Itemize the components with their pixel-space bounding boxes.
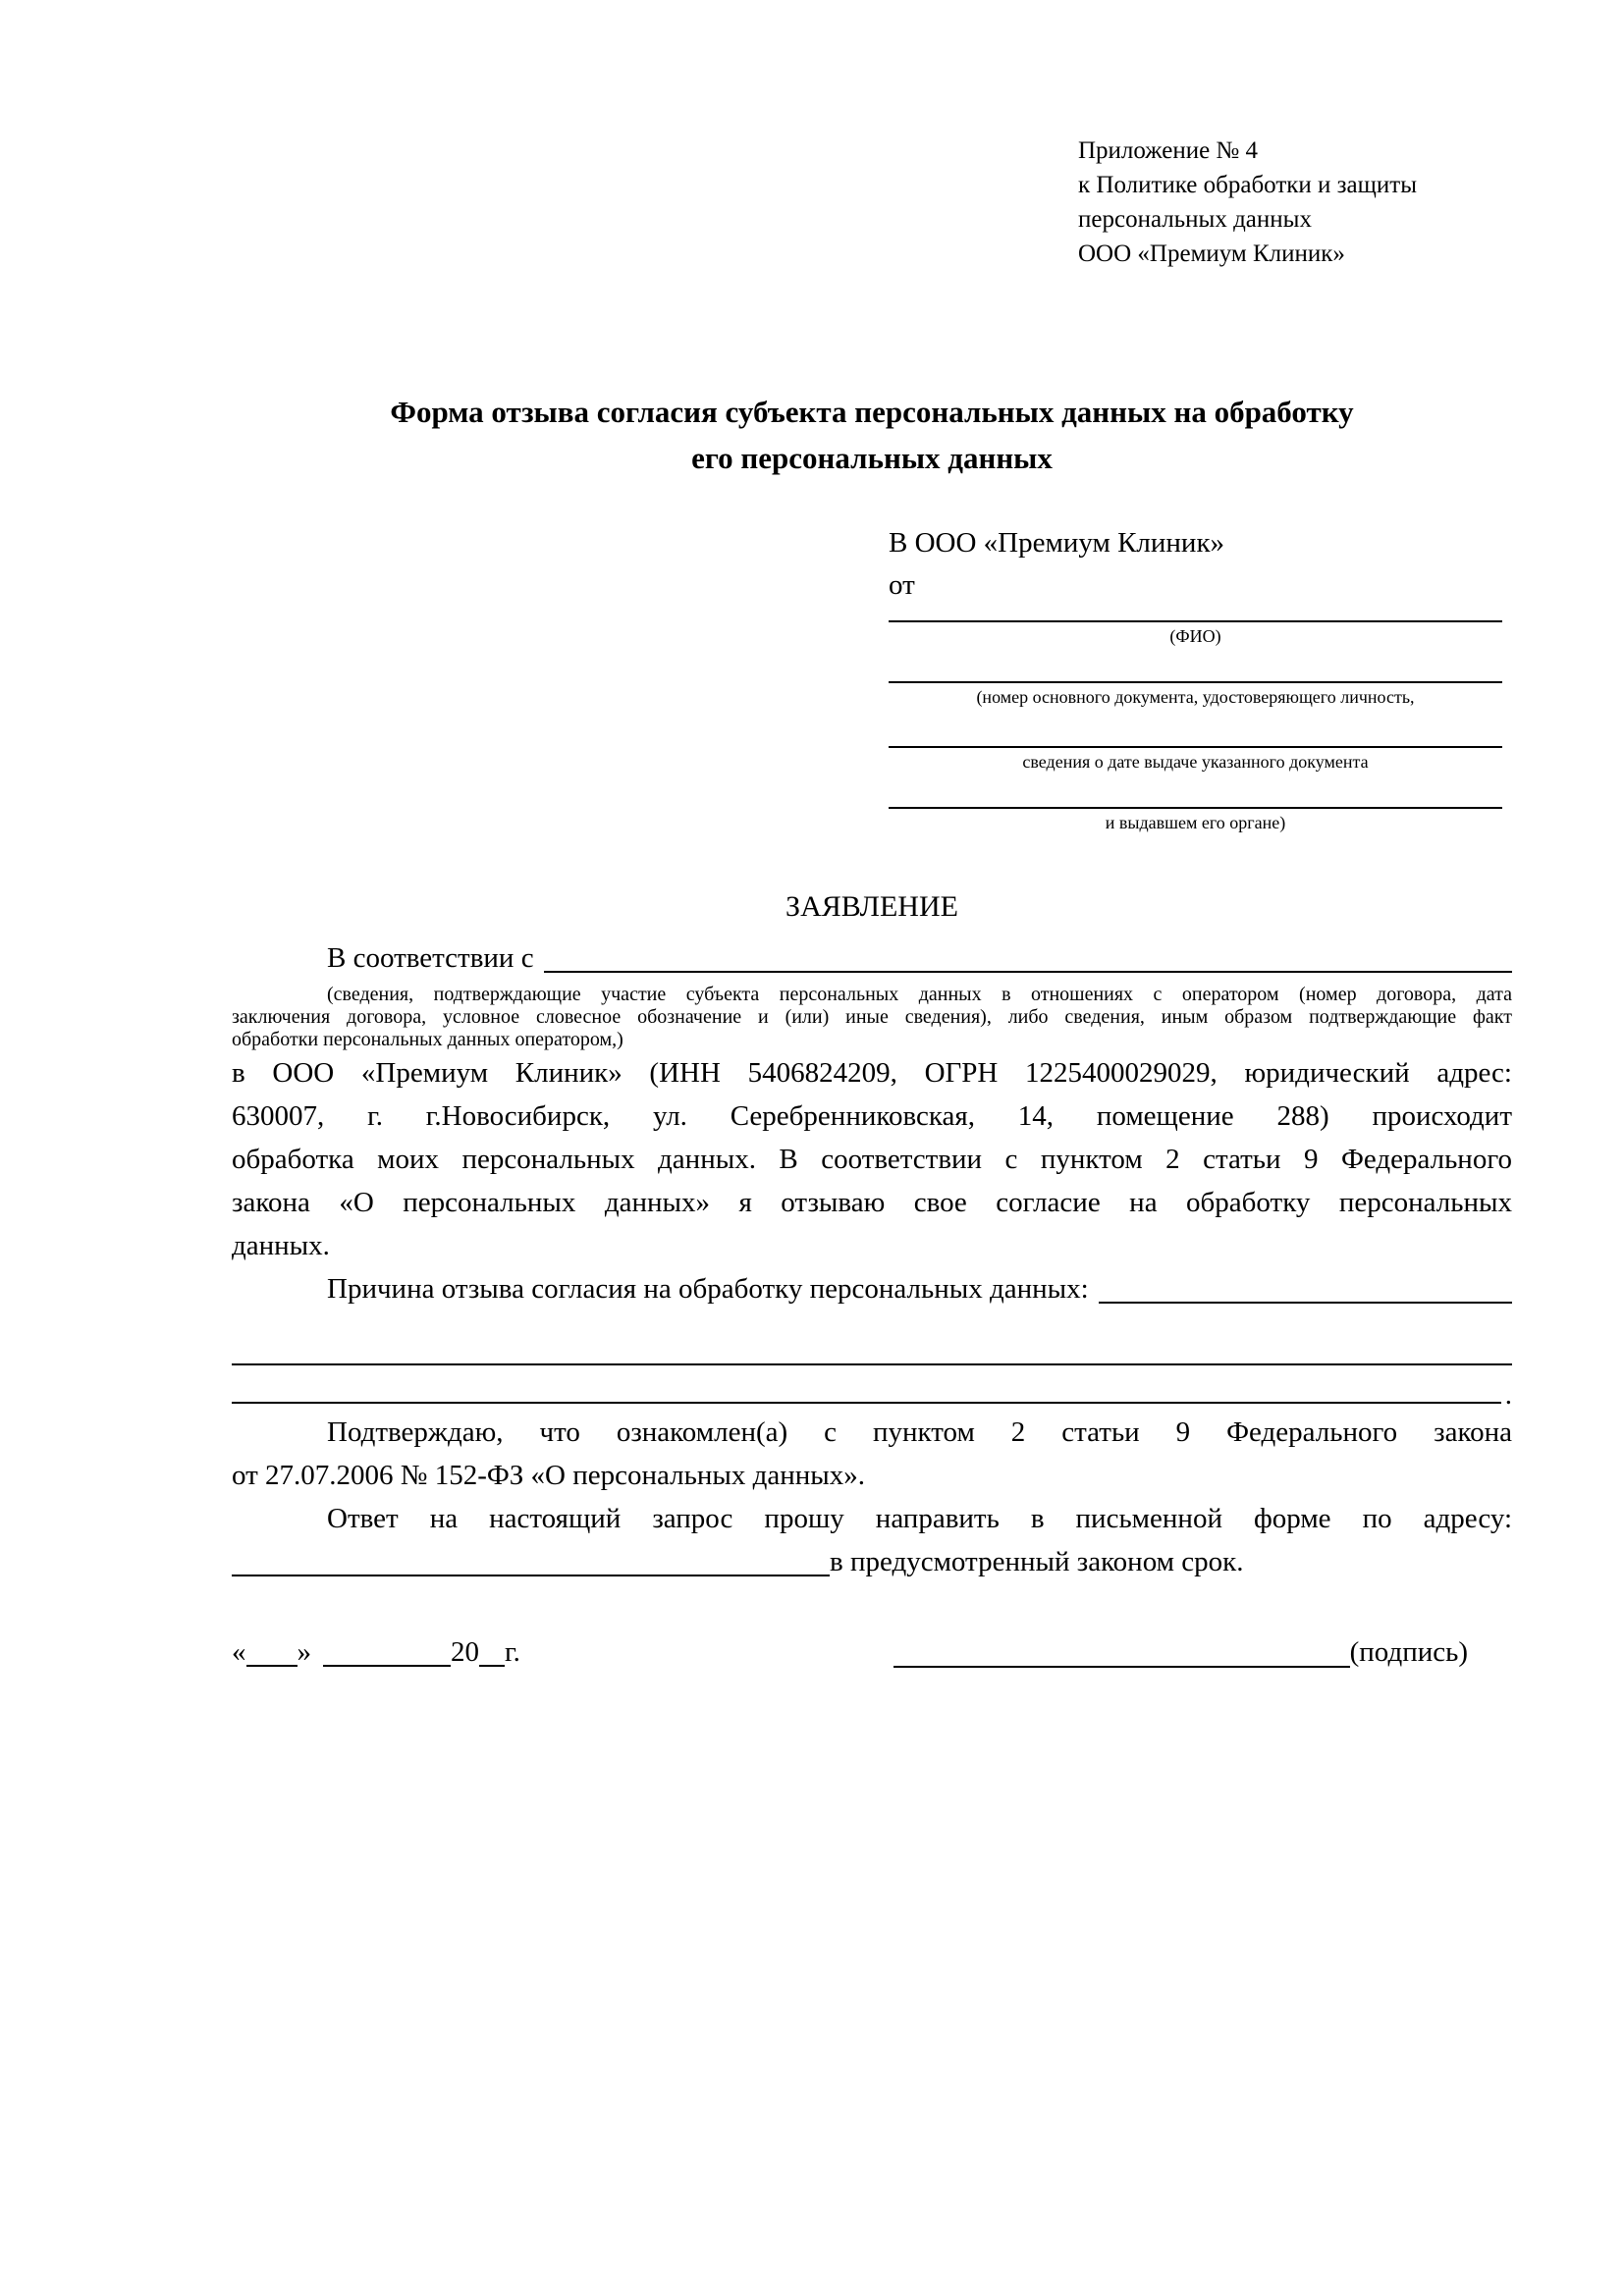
reply-address-blank-line xyxy=(232,1540,830,1576)
intro-footnote-line: обработки персональных данных оператором,) xyxy=(232,1029,623,1050)
document-title-line: Форма отзыва согласия субъекта персональных данных на обработку xyxy=(390,395,1354,429)
intro-blank-line xyxy=(544,936,1512,973)
appendix-note-line: персональных данных xyxy=(1078,206,1312,233)
intro-lead: В соответствии с xyxy=(327,942,534,974)
date-signature-row xyxy=(232,1630,1512,1675)
signature-caption: (подпись) xyxy=(1349,1636,1468,1668)
appendix-note-line: Приложение № 4 xyxy=(1078,137,1259,164)
intro-row xyxy=(232,936,1512,980)
body-paragraph-line: данных. xyxy=(232,1230,330,1261)
body-paragraph-line: в ООО «Премиум Клиник» (ИНН 5406824209, ОГРН 1225400029029, юридический адрес: xyxy=(232,1057,1512,1089)
body-paragraph-line: 630007, г. г.Новосибирск, ул. Серебренниковская, 14, помещение 288) происходит xyxy=(232,1100,1512,1132)
date-day-blank xyxy=(246,1664,298,1667)
reason-blank-line-2 xyxy=(232,1322,1512,1365)
reason-period: . xyxy=(1504,1379,1512,1411)
body-paragraph xyxy=(232,1051,1512,1267)
reply-paragraph xyxy=(232,1497,1512,1583)
document-title xyxy=(232,389,1512,481)
date-year-suffix: г. xyxy=(505,1636,520,1668)
body-paragraph-line: обработка моих персональных данных. В соответствии с пунктом 2 статьи 9 Федерального xyxy=(232,1144,1512,1175)
date-month-blank xyxy=(323,1664,451,1667)
confirmation-paragraph xyxy=(232,1411,1512,1497)
confirmation-line: Подтверждаю, что ознакомлен(а) с пунктом 2 статьи 9 Федерального закона xyxy=(327,1416,1512,1448)
document-title-line: его персональных данных xyxy=(691,441,1053,475)
intro-footnote-line: заключения договора, условное словесное обозначение и (или) иные сведения), либо сведения, иным образом подтверждающие факт xyxy=(232,1006,1512,1028)
intro-footnote-line: (сведения, подтверждающие участие субъекта персональных данных в отношениях с оператором (номер договора, дата xyxy=(327,984,1512,1005)
reply-tail: в предусмотренный законом срок. xyxy=(830,1546,1244,1577)
statement-heading: ЗАЯВЛЕНИЕ xyxy=(785,890,958,923)
issue-date-caption: сведения о дате выдаче указанного документа xyxy=(1022,752,1369,772)
reason-blank-line xyxy=(1099,1267,1512,1304)
appendix-note-line: к Политике обработки и защиты xyxy=(1078,172,1418,198)
reason-lead: Причина отзыва согласия на обработку персональных данных: xyxy=(327,1273,1089,1305)
date-year-blank xyxy=(479,1664,505,1667)
reply-address-row xyxy=(232,1540,1512,1583)
reason-blank-line-3 xyxy=(232,1402,1501,1404)
addressee-from-label: от xyxy=(889,569,915,601)
signature-group xyxy=(893,1630,1512,1675)
date-close-quote: » xyxy=(297,1636,311,1668)
confirmation-line: от 27.07.2006 № 152-ФЗ «О персональных данных». xyxy=(232,1460,866,1491)
reply-lead-line: Ответ на настоящий запрос прошу направить в письменной форме по адресу: xyxy=(327,1503,1512,1534)
reason-blank-row-3 xyxy=(232,1365,1512,1411)
issuing-authority-caption: и выдавшем его органе) xyxy=(1105,813,1286,832)
appendix-note xyxy=(1078,133,1512,271)
appendix-note-line: ООО «Премиум Клиник» xyxy=(1078,240,1345,267)
date-open-quote: « xyxy=(232,1636,246,1668)
fio-caption: (ФИО) xyxy=(1169,626,1221,646)
intro-footnote xyxy=(232,984,1512,1051)
date-group xyxy=(232,1630,520,1675)
addressee-block xyxy=(889,522,1502,834)
document-number-caption: (номер основного документа, удостоверяющего личность, xyxy=(976,687,1415,707)
addressee-to: В ООО «Премиум Клиник» xyxy=(889,527,1225,559)
date-year-prefix: 20 xyxy=(451,1636,479,1668)
signature-blank-line xyxy=(893,1666,1350,1668)
reason-row xyxy=(232,1267,1512,1310)
body-paragraph-line: закона «О персональных данных» я отзываю свое согласие на обработку персональных xyxy=(232,1187,1512,1218)
document-content xyxy=(232,0,1512,1675)
